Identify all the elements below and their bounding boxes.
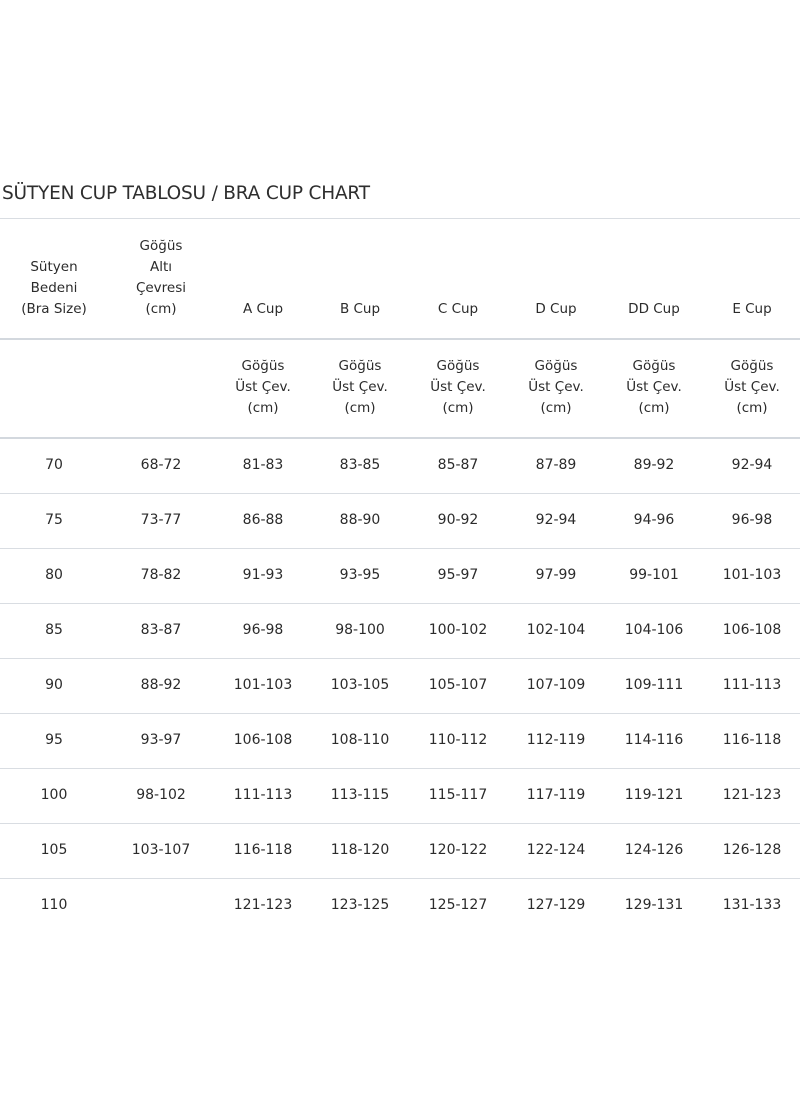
- column-header: DD Cup: [628, 301, 680, 317]
- table-cell: 118-120: [330, 842, 390, 858]
- table-cell: 98-102: [136, 787, 186, 803]
- table-cell: 100-102: [428, 622, 488, 638]
- column-header: Göğüs Altı Çevresi (cm): [135, 238, 187, 317]
- row-divider: [0, 658, 800, 659]
- table-cell: 98-100: [335, 622, 385, 638]
- table-cell: 86-88: [242, 512, 284, 528]
- table-cell: 80: [45, 567, 63, 583]
- row-divider: [0, 878, 800, 879]
- table-cell: 85-87: [437, 457, 479, 473]
- column-header: C Cup: [437, 301, 479, 317]
- table-cell: 104-106: [624, 622, 684, 638]
- table-cell: 110-112: [428, 732, 488, 748]
- column-header: E Cup: [732, 301, 772, 317]
- table-cell: 90-92: [437, 512, 479, 528]
- table-cell: 85: [45, 622, 63, 638]
- table-cell: 68-72: [140, 457, 182, 473]
- column-subheader: Göğüs Üst Çev. (cm): [528, 358, 584, 416]
- table-cell: 121-123: [722, 787, 782, 803]
- row-divider: [0, 603, 800, 604]
- table-cell: 114-116: [624, 732, 684, 748]
- table-cell: 117-119: [526, 787, 586, 803]
- table-cell: 112-119: [526, 732, 586, 748]
- table-cell: 115-117: [428, 787, 488, 803]
- table-cell: 106-108: [233, 732, 293, 748]
- table-cell: 95: [45, 732, 63, 748]
- table-cell: 100: [40, 787, 68, 803]
- table-cell: 95-97: [437, 567, 479, 583]
- table-cell: 129-131: [624, 897, 684, 913]
- table-cell: 93-95: [339, 567, 381, 583]
- table-cell: 121-123: [233, 897, 293, 913]
- table-cell: 70: [45, 457, 63, 473]
- row-divider: [0, 768, 800, 769]
- table-cell: 124-126: [624, 842, 684, 858]
- table-cell: 96-98: [242, 622, 284, 638]
- table-cell: 97-99: [535, 567, 577, 583]
- table-cell: 89-92: [633, 457, 675, 473]
- table-cell: 91-93: [242, 567, 284, 583]
- column-header: A Cup: [242, 301, 284, 317]
- table-cell: 131-133: [722, 897, 782, 913]
- table-cell: 99-101: [629, 567, 679, 583]
- column-subheader: Göğüs Üst Çev. (cm): [724, 358, 780, 416]
- table-cell: 125-127: [428, 897, 488, 913]
- table-cell: 127-129: [526, 897, 586, 913]
- column-subheader: Göğüs Üst Çev. (cm): [626, 358, 682, 416]
- table-cell: 93-97: [140, 732, 182, 748]
- row-divider: [0, 493, 800, 494]
- column-subheader: Göğüs Üst Çev. (cm): [430, 358, 486, 416]
- table-cell: 83-85: [339, 457, 381, 473]
- table-cell: 110: [40, 897, 68, 913]
- table-cell: 116-118: [722, 732, 782, 748]
- subheader-divider: [0, 437, 800, 439]
- table-cell: 94-96: [633, 512, 675, 528]
- row-divider: [0, 548, 800, 549]
- row-divider: [0, 713, 800, 714]
- column-subheader: Göğüs Üst Çev. (cm): [332, 358, 388, 416]
- table-cell: 73-77: [140, 512, 182, 528]
- table-cell: 116-118: [233, 842, 293, 858]
- header-divider: [0, 338, 800, 340]
- table-cell: 88-90: [339, 512, 381, 528]
- table-cell: 83-87: [140, 622, 182, 638]
- table-cell: 88-92: [140, 677, 182, 693]
- column-header: D Cup: [535, 301, 577, 317]
- table-cell: 107-109: [526, 677, 586, 693]
- table-cell: 105: [40, 842, 68, 858]
- table-cell: 126-128: [722, 842, 782, 858]
- table-cell: 120-122: [428, 842, 488, 858]
- table-cell: 101-103: [722, 567, 782, 583]
- column-header: Sütyen Bedeni (Bra Size): [21, 259, 87, 317]
- table-cell: 109-111: [624, 677, 684, 693]
- table-cell: 103-107: [131, 842, 191, 858]
- table-cell: 103-105: [330, 677, 390, 693]
- table-cell: 108-110: [330, 732, 390, 748]
- table-cell: 105-107: [428, 677, 488, 693]
- table-cell: 113-115: [330, 787, 390, 803]
- table-cell: 101-103: [233, 677, 293, 693]
- table-cell: 119-121: [624, 787, 684, 803]
- table-cell: 111-113: [722, 677, 782, 693]
- row-divider: [0, 823, 800, 824]
- table-cell: 87-89: [535, 457, 577, 473]
- table-cell: 96-98: [731, 512, 773, 528]
- table-cell: 92-94: [535, 512, 577, 528]
- table-cell: 123-125: [330, 897, 390, 913]
- table-cell: 78-82: [140, 567, 182, 583]
- table-cell: 81-83: [242, 457, 284, 473]
- table-cell: 111-113: [233, 787, 293, 803]
- table-cell: 92-94: [731, 457, 773, 473]
- title-divider: [0, 218, 800, 219]
- column-header: B Cup: [339, 301, 381, 317]
- table-cell: 102-104: [526, 622, 586, 638]
- table-cell: 122-124: [526, 842, 586, 858]
- table-cell: 90: [45, 677, 63, 693]
- chart-title: SÜTYEN CUP TABLOSU / BRA CUP CHART: [2, 183, 370, 204]
- table-cell: 106-108: [722, 622, 782, 638]
- table-cell: 75: [45, 512, 63, 528]
- column-subheader: Göğüs Üst Çev. (cm): [235, 358, 291, 416]
